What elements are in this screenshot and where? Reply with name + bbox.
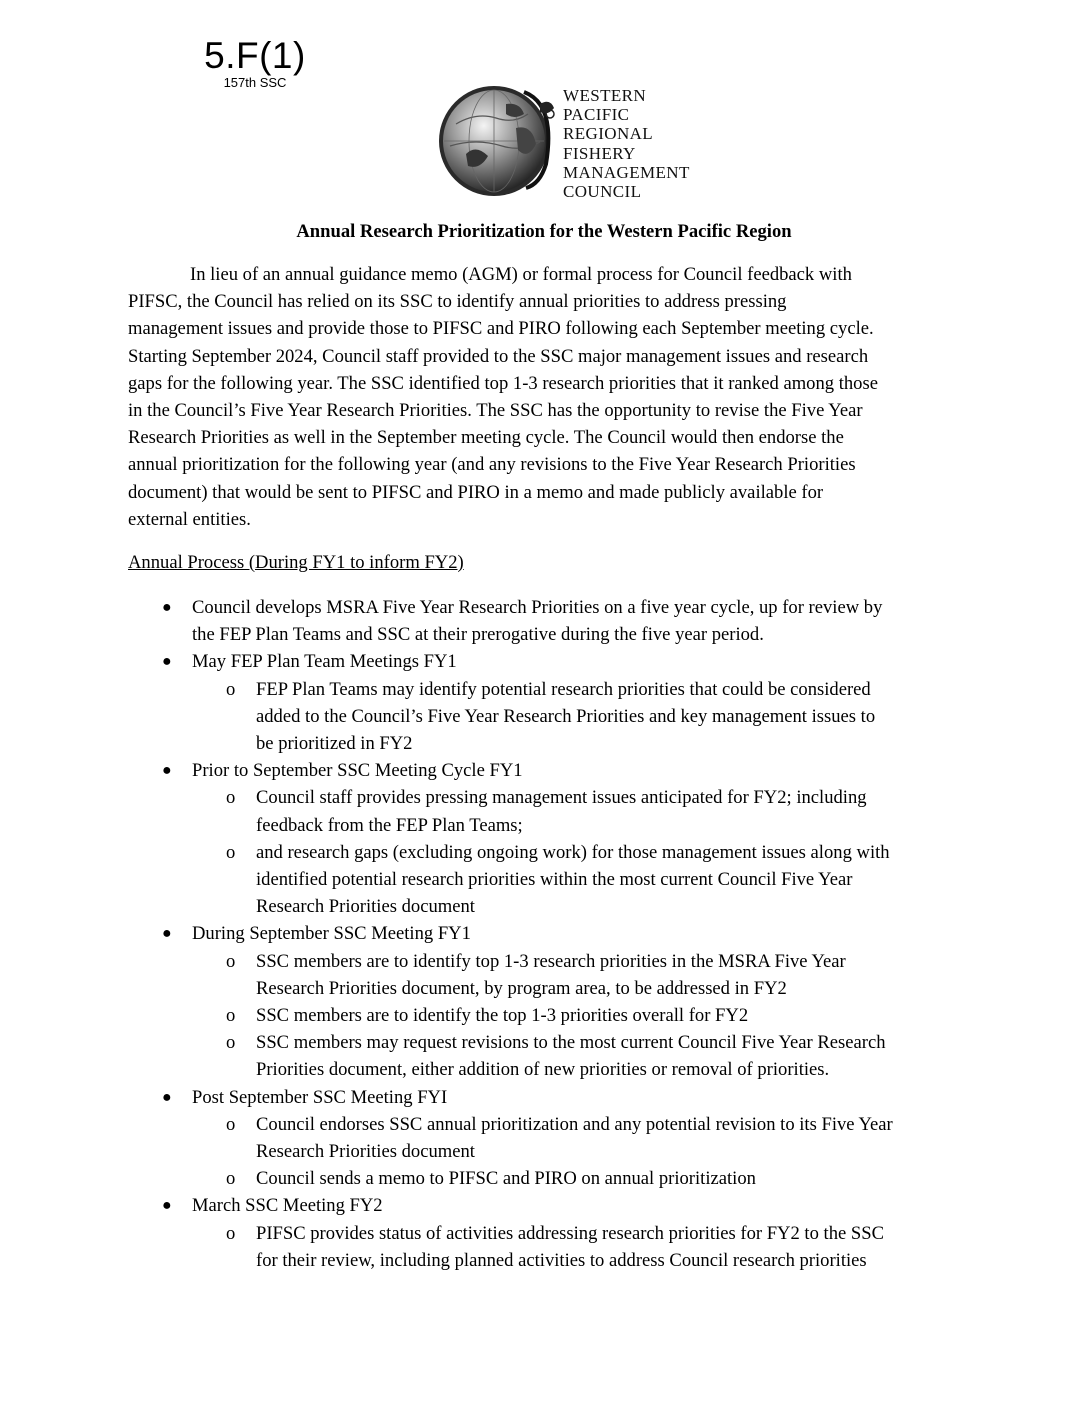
sub-bullet-icon: o xyxy=(226,1168,236,1190)
sub-step-line: SSC members are to identify top 1-3 research priorities in the MSRA Five Year xyxy=(256,950,846,972)
step-text-line: March SSC Meeting FY2 xyxy=(192,1195,383,1217)
sub-step xyxy=(192,1220,968,1274)
step-text xyxy=(192,1084,968,1111)
process-step xyxy=(128,757,968,920)
intro-line: external entities. xyxy=(128,508,251,530)
sub-step-line: and research gaps (excluding ongoing work) for those management issues along with xyxy=(256,841,890,863)
process-steps-list xyxy=(128,594,968,1274)
step-text-line: Post September SSC Meeting FYI xyxy=(192,1086,448,1108)
process-step xyxy=(128,648,968,757)
sub-step-list xyxy=(192,784,968,920)
council-name-line: FISHERY xyxy=(563,143,636,163)
sub-bullet-icon: o xyxy=(226,950,236,972)
sub-step xyxy=(192,839,968,921)
step-text xyxy=(192,648,968,675)
sub-step-line: FEP Plan Teams may identify potential research priorities that could be considered xyxy=(256,678,871,700)
intro-line: In lieu of an annual guidance memo (AGM) or formal process for Council feedback with xyxy=(190,264,852,285)
sub-step-line: feedback from the FEP Plan Teams; xyxy=(256,814,523,836)
sub-step-line: Research Priorities document, by program area, to be addressed in FY2 xyxy=(256,977,787,999)
sub-bullet-icon: o xyxy=(226,1222,236,1244)
council-name-line: WESTERN xyxy=(563,86,647,105)
sub-step-list xyxy=(192,948,968,1084)
sub-step xyxy=(192,676,968,758)
bullet-icon: ● xyxy=(162,1197,172,1215)
process-step xyxy=(128,1084,968,1193)
sub-bullet-icon: o xyxy=(226,678,236,700)
council-name-line: MANAGEMENT xyxy=(563,162,690,182)
process-heading: Annual Process (During FY1 to inform FY2) xyxy=(128,552,464,573)
sub-step-line: SSC members may request revisions to the most current Council Five Year Research xyxy=(256,1032,886,1054)
sub-step-line: Council staff provides pressing management issues anticipated for FY2; including xyxy=(256,787,867,809)
step-text xyxy=(192,594,968,648)
intro-line: Starting September 2024, Council staff provided to the SSC major management issues and research xyxy=(128,345,869,367)
sub-bullet-icon: o xyxy=(226,841,236,863)
intro-line: in the Council’s Five Year Research Priorities. The SSC has the opportunity to revise the Five Year xyxy=(128,400,863,422)
council-name-line: COUNCIL xyxy=(563,182,642,202)
bullet-icon: ● xyxy=(162,925,172,943)
sub-step-line: PIFSC provides status of activities addressing research priorities for FY2 to the SSC xyxy=(256,1222,884,1244)
step-text-line: May FEP Plan Team Meetings FY1 xyxy=(192,651,457,673)
sub-step-line: for their review, including planned activities to address Council research priorities xyxy=(256,1249,867,1271)
sub-bullet-icon: o xyxy=(226,787,236,809)
sub-step-line: Research Priorities document xyxy=(256,896,475,918)
sub-step xyxy=(192,1111,968,1165)
step-text-line: Prior to September SSC Meeting Cycle FY1 xyxy=(192,760,523,782)
step-text xyxy=(192,920,968,947)
agenda-item-label xyxy=(200,36,310,90)
bullet-icon: ● xyxy=(162,1088,172,1106)
bullet-icon: ● xyxy=(162,762,172,780)
council-name-line: REGIONAL xyxy=(563,124,654,144)
sub-step-line: added to the Council’s Five Year Research Priorities and key management issues to xyxy=(256,705,876,727)
intro-paragraph xyxy=(128,261,960,533)
step-text xyxy=(192,1192,968,1219)
sub-bullet-icon: o xyxy=(226,1113,236,1135)
step-text-line: the FEP Plan Teams and SSC at their prerogative during the five year period. xyxy=(192,624,764,646)
sub-step-list xyxy=(192,676,968,758)
bullet-icon: ● xyxy=(162,599,172,616)
intro-line: Research Priorities as well in the September meeting cycle. The Council would then endorse the xyxy=(128,427,844,449)
sub-step-line: Council sends a memo to PIFSC and PIRO on annual prioritization xyxy=(256,1168,756,1190)
step-text-line: During September SSC Meeting FY1 xyxy=(192,923,471,945)
sub-step xyxy=(192,1029,968,1083)
intro-line: document) that would be sent to PIFSC and PIRO in a memo and made publicly available for xyxy=(128,481,824,503)
globe-emblem-icon xyxy=(436,84,566,200)
sub-step-line: Research Priorities document xyxy=(256,1141,475,1163)
sub-bullet-icon: o xyxy=(226,1032,236,1054)
sub-step-line: Priorities document, either addition of new priorities or removal of priorities. xyxy=(256,1059,830,1081)
document-title: Annual Research Prioritization for the Western Pacific Region xyxy=(296,221,792,242)
council-name xyxy=(563,86,690,201)
sub-step xyxy=(192,1002,968,1029)
sub-step-list xyxy=(192,1220,968,1274)
intro-line: PIFSC, the Council has relied on its SSC to identify annual priorities to address pressing xyxy=(128,291,787,313)
council-logo xyxy=(436,84,716,200)
process-step xyxy=(128,1192,968,1274)
step-text-line: Council develops MSRA Five Year Research Priorities on a five year cycle, up for review by xyxy=(192,597,883,618)
sub-bullet-icon: o xyxy=(226,1005,236,1027)
council-name-line: PACIFIC xyxy=(563,105,630,125)
sub-step-line: be prioritized in FY2 xyxy=(256,733,413,755)
meeting-label: 157th SSC xyxy=(223,75,287,90)
step-text xyxy=(192,757,968,784)
sub-step-line: identified potential research priorities within the most current Council Five Year xyxy=(256,869,853,891)
sub-step-line: SSC members are to identify the top 1-3 priorities overall for FY2 xyxy=(256,1005,749,1027)
intro-line: gaps for the following year. The SSC identified top 1-3 research priorities that it ranked among those xyxy=(128,372,878,394)
sub-step xyxy=(192,1165,968,1192)
sub-step-line: Council endorses SSC annual prioritization and any potential revision to its Five Year xyxy=(256,1113,893,1135)
sub-step xyxy=(192,784,968,838)
sub-step xyxy=(192,948,968,1002)
sub-step-list xyxy=(192,1111,968,1193)
bullet-icon: ● xyxy=(162,653,172,671)
intro-line: management issues and provide those to PIFSC and PIRO following each September meeting cycle. xyxy=(128,318,874,340)
agenda-item-number: 5.F(1) xyxy=(204,35,306,76)
process-step xyxy=(128,594,968,648)
process-step xyxy=(128,920,968,1083)
intro-line: annual prioritization for the following year (and any revisions to the Five Year Research Priorities xyxy=(128,454,856,476)
